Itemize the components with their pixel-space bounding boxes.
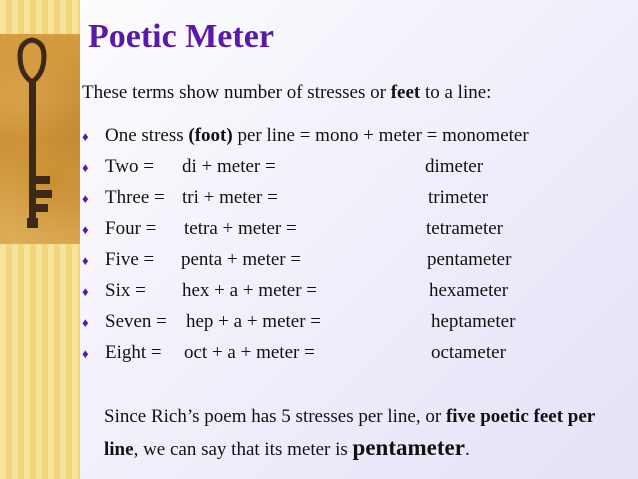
bullet-diamond-icon: ♦ <box>82 222 89 237</box>
bullet-diamond-icon: ♦ <box>82 129 89 144</box>
one-stress-text <box>105 125 529 147</box>
intro-post: to a line: <box>420 82 492 103</box>
one-stress-post: per line = mono + meter = monometer <box>232 125 529 146</box>
row-number: Seven = <box>105 311 167 332</box>
antique-key-icon <box>10 34 60 244</box>
row-formula: oct + a + meter = <box>184 342 315 363</box>
row-number: Three = <box>105 187 165 208</box>
bullet-diamond-icon: ♦ <box>82 191 89 206</box>
bullet-diamond-icon: ♦ <box>82 160 89 175</box>
row-term: heptameter <box>431 311 516 332</box>
intro-bold: feet <box>390 82 421 103</box>
row-formula: penta + meter = <box>181 249 302 270</box>
conclusion-bold: five poetic feet per line <box>104 406 595 460</box>
row-number: Six = <box>105 280 146 301</box>
row-number: Four = <box>105 218 157 239</box>
bullet-diamond-icon: ♦ <box>82 346 89 361</box>
row-formula: hex + a + meter = <box>182 280 318 301</box>
conclusion-pentameter: pentameter <box>352 435 465 460</box>
row-number: Two = <box>105 156 154 177</box>
row-number: Five = <box>105 249 155 270</box>
one-stress-bold: (foot) <box>188 125 233 146</box>
bullet-diamond-icon: ♦ <box>82 315 89 330</box>
row-term: pentameter <box>427 249 512 270</box>
conclusion-part2: , we can say that its meter is <box>133 439 353 460</box>
conclusion-text <box>104 401 624 465</box>
row-term: dimeter <box>425 156 484 177</box>
row-term: octameter <box>431 342 506 363</box>
row-term: hexameter <box>429 280 509 301</box>
slide-title: Poetic Meter <box>88 18 274 55</box>
intro-text <box>82 82 491 104</box>
row-formula: tetra + meter = <box>184 218 297 239</box>
conclusion-part3: . <box>464 439 470 460</box>
row-number: Eight = <box>105 342 162 363</box>
intro-pre: These terms show number of stresses or <box>82 82 391 103</box>
bullet-diamond-icon: ♦ <box>82 284 89 299</box>
key-image <box>0 34 80 244</box>
row-term: trimeter <box>428 187 489 208</box>
row-term: tetrameter <box>426 218 504 239</box>
conclusion-part1: Since Rich’s poem has 5 stresses per line, or <box>104 406 446 427</box>
row-formula: di + meter = <box>182 156 276 177</box>
one-stress-pre: One stress <box>105 125 189 146</box>
row-formula: tri + meter = <box>182 187 278 208</box>
bullet-diamond-icon: ♦ <box>82 253 89 268</box>
row-formula: hep + a + meter = <box>186 311 322 332</box>
